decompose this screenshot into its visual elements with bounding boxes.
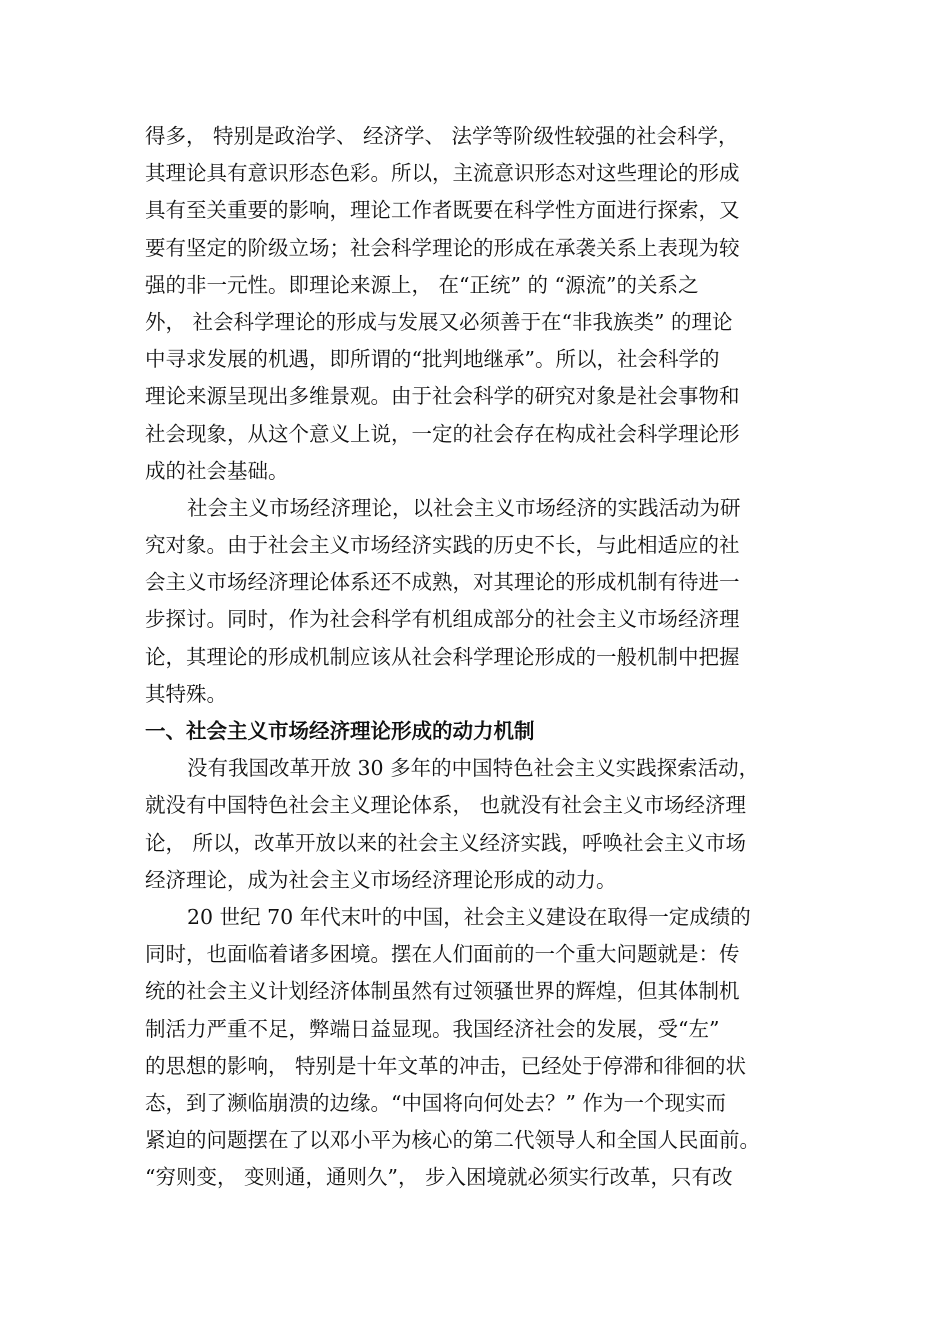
- text-line: 统的社会主义计划经济体制虽然有过领骚世界的辉煌，但其体制机: [145, 979, 740, 1004]
- text-line: 论， 所以，改革开放以来的社会主义经济实践，呼唤社会主义市场: [145, 830, 747, 855]
- section-heading: 一、社会主义市场经济理论形成的动力机制: [145, 719, 535, 743]
- text-line: 步探讨。同时，作为社会科学有机组成部分的社会主义市场经济理: [145, 607, 740, 632]
- text-line: 外， 社会科学理论的形成与发展又必须善于在“非我族类” 的理论: [145, 309, 733, 334]
- text-line: 中寻求发展的机遇，即所谓的“批判地继承”。所以，社会科学的: [145, 347, 720, 372]
- paragraph-start-line: 没有我国改革开放 30 多年的中国特色社会主义实践探索活动，: [187, 756, 760, 781]
- text-line: 制活力严重不足，弊端日益显现。我国经济社会的发展，受“左”: [145, 1016, 720, 1041]
- text-line: 具有至关重要的影响，理论工作者既要在科学性方面进行探索，又: [145, 198, 740, 223]
- text-line: 就没有中国特色社会主义理论体系， 也就没有社会主义市场经济理: [145, 793, 747, 818]
- text-line: 其理论具有意识形态色彩。所以，主流意识形态对这些理论的形成: [145, 161, 740, 186]
- text-line: 紧迫的问题摆在了以邓小平为核心的第二代领导人和全国人民面前。: [145, 1128, 760, 1153]
- text-line: 理论来源呈现出多维景观。由于社会科学的研究对象是社会事物和: [145, 384, 740, 409]
- paragraph-start-line: 20 世纪 70 年代末叶的中国，社会主义建设在取得一定成绩的: [187, 904, 751, 929]
- text-line: 态，到了濒临崩溃的边缘。“中国将向何处去？” 作为一个现实而: [145, 1090, 726, 1115]
- text-line: 强的非一元性。即理论来源上， 在“正统” 的 “源流”的关系之: [145, 272, 699, 297]
- text-line: 究对象。由于社会主义市场经济实践的历史不长，与此相适应的社: [145, 533, 740, 558]
- paragraph-start-line: 社会主义市场经济理论，以社会主义市场经济的实践活动为研: [187, 495, 741, 520]
- text-line: 的思想的影响， 特别是十年文革的冲击，已经处于停滞和徘徊的状: [145, 1053, 747, 1078]
- text-line: 社会现象，从这个意义上说，一定的社会存在构成社会科学理论形: [145, 421, 740, 446]
- text-line: 其特殊。: [145, 681, 227, 706]
- text-line: 成的社会基础。: [145, 458, 289, 483]
- text-line: 同时，也面临着诸多困境。摆在人们面前的一个重大问题就是：传: [145, 942, 740, 967]
- document-body: [145, 118, 805, 1196]
- text-line: 经济理论，成为社会主义市场经济理论形成的动力。: [145, 867, 617, 892]
- text-line: 论，其理论的形成机制应该从社会科学理论形成的一般机制中把握: [145, 644, 740, 669]
- text-line: 要有坚定的阶级立场；社会科学理论的形成在承袭关系上表现为较: [145, 235, 740, 260]
- text-line: “穷则变， 变则通，通则久”， 步入困境就必须实行改革，只有改: [145, 1165, 733, 1190]
- text-line: 会主义市场经济理论体系还不成熟，对其理论的形成机制有待进一: [145, 570, 740, 595]
- text-line: 得多， 特别是政治学、 经济学、 法学等阶级性较强的社会科学，: [145, 124, 739, 148]
